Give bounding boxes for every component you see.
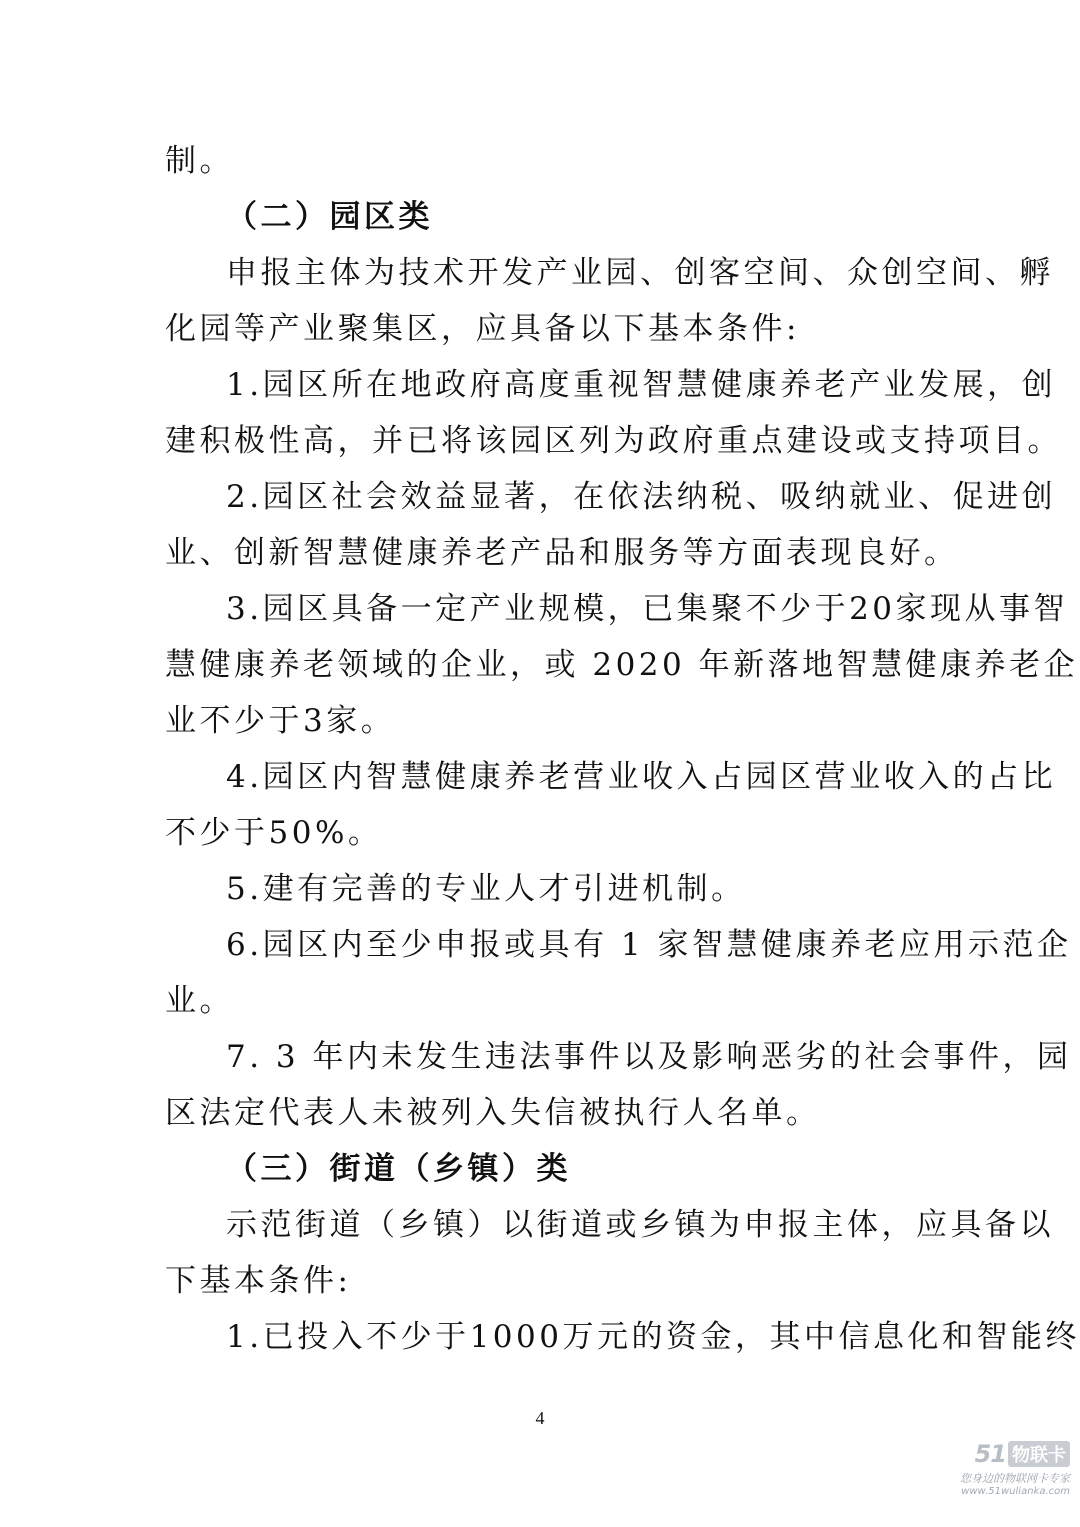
body-line: 区法定代表人未被列入失信被执行人名单。 — [165, 1095, 821, 1131]
watermark-logo-number: 51 — [974, 1440, 1006, 1468]
section-heading-streets: （三）街道（乡镇）类 — [226, 1151, 571, 1187]
page-number: 4 — [535, 1408, 545, 1428]
body-line: 申报主体为技术开发产业园、创客空间、众创空间、孵 — [226, 255, 1054, 291]
watermark-url: www.51wulianka.com — [961, 1486, 1070, 1497]
watermark-logo-name: 物联卡 — [1008, 1441, 1070, 1467]
body-line: 制。 — [165, 143, 234, 179]
body-line: 1.园区所在地政府高度重视智慧健康养老产业发展，创 — [226, 367, 1057, 403]
body-line: 业。 — [165, 983, 234, 1019]
body-line: 建积极性高，并已将该园区列为政府重点建设或支持项目。 — [165, 423, 1062, 459]
body-line: 业不少于3家。 — [165, 703, 396, 739]
body-line: 化园等产业聚集区，应具备以下基本条件: — [165, 311, 800, 347]
body-line: 7. 3 年内未发生违法事件以及影响恶劣的社会事件，园 — [226, 1039, 1072, 1075]
body-line: 不少于50%。 — [165, 815, 383, 851]
body-line: 示范街道（乡镇）以街道或乡镇为申报主体，应具备以 — [226, 1207, 1054, 1243]
body-line: 2.园区社会效益显著，在依法纳税、吸纳就业、促进创 — [226, 479, 1057, 515]
watermark — [930, 1440, 1070, 1497]
body-line: 6.园区内至少申报或具有 1 家智慧健康养老应用示范企 — [226, 927, 1072, 963]
watermark-slogan: 您身边的物联网卡专家 — [960, 1472, 1070, 1485]
body-line: 1.已投入不少于1000万元的资金，其中信息化和智能终 — [226, 1319, 1080, 1355]
section-heading-parks: （二）园区类 — [226, 199, 433, 235]
body-line: 下基本条件: — [165, 1263, 352, 1299]
body-line: 3.园区具备一定产业规模，已集聚不少于20家现从事智 — [226, 591, 1069, 627]
watermark-logo — [930, 1440, 1070, 1468]
body-line: 业、创新智慧健康养老产品和服务等方面表现良好。 — [165, 535, 959, 571]
body-line: 慧健康养老领域的企业，或 2020 年新落地智慧健康养老企 — [165, 647, 1079, 683]
body-line: 4.园区内智慧健康养老营业收入占园区营业收入的占比 — [226, 759, 1057, 795]
body-line: 5.建有完善的专业人才引进机制。 — [226, 871, 746, 907]
